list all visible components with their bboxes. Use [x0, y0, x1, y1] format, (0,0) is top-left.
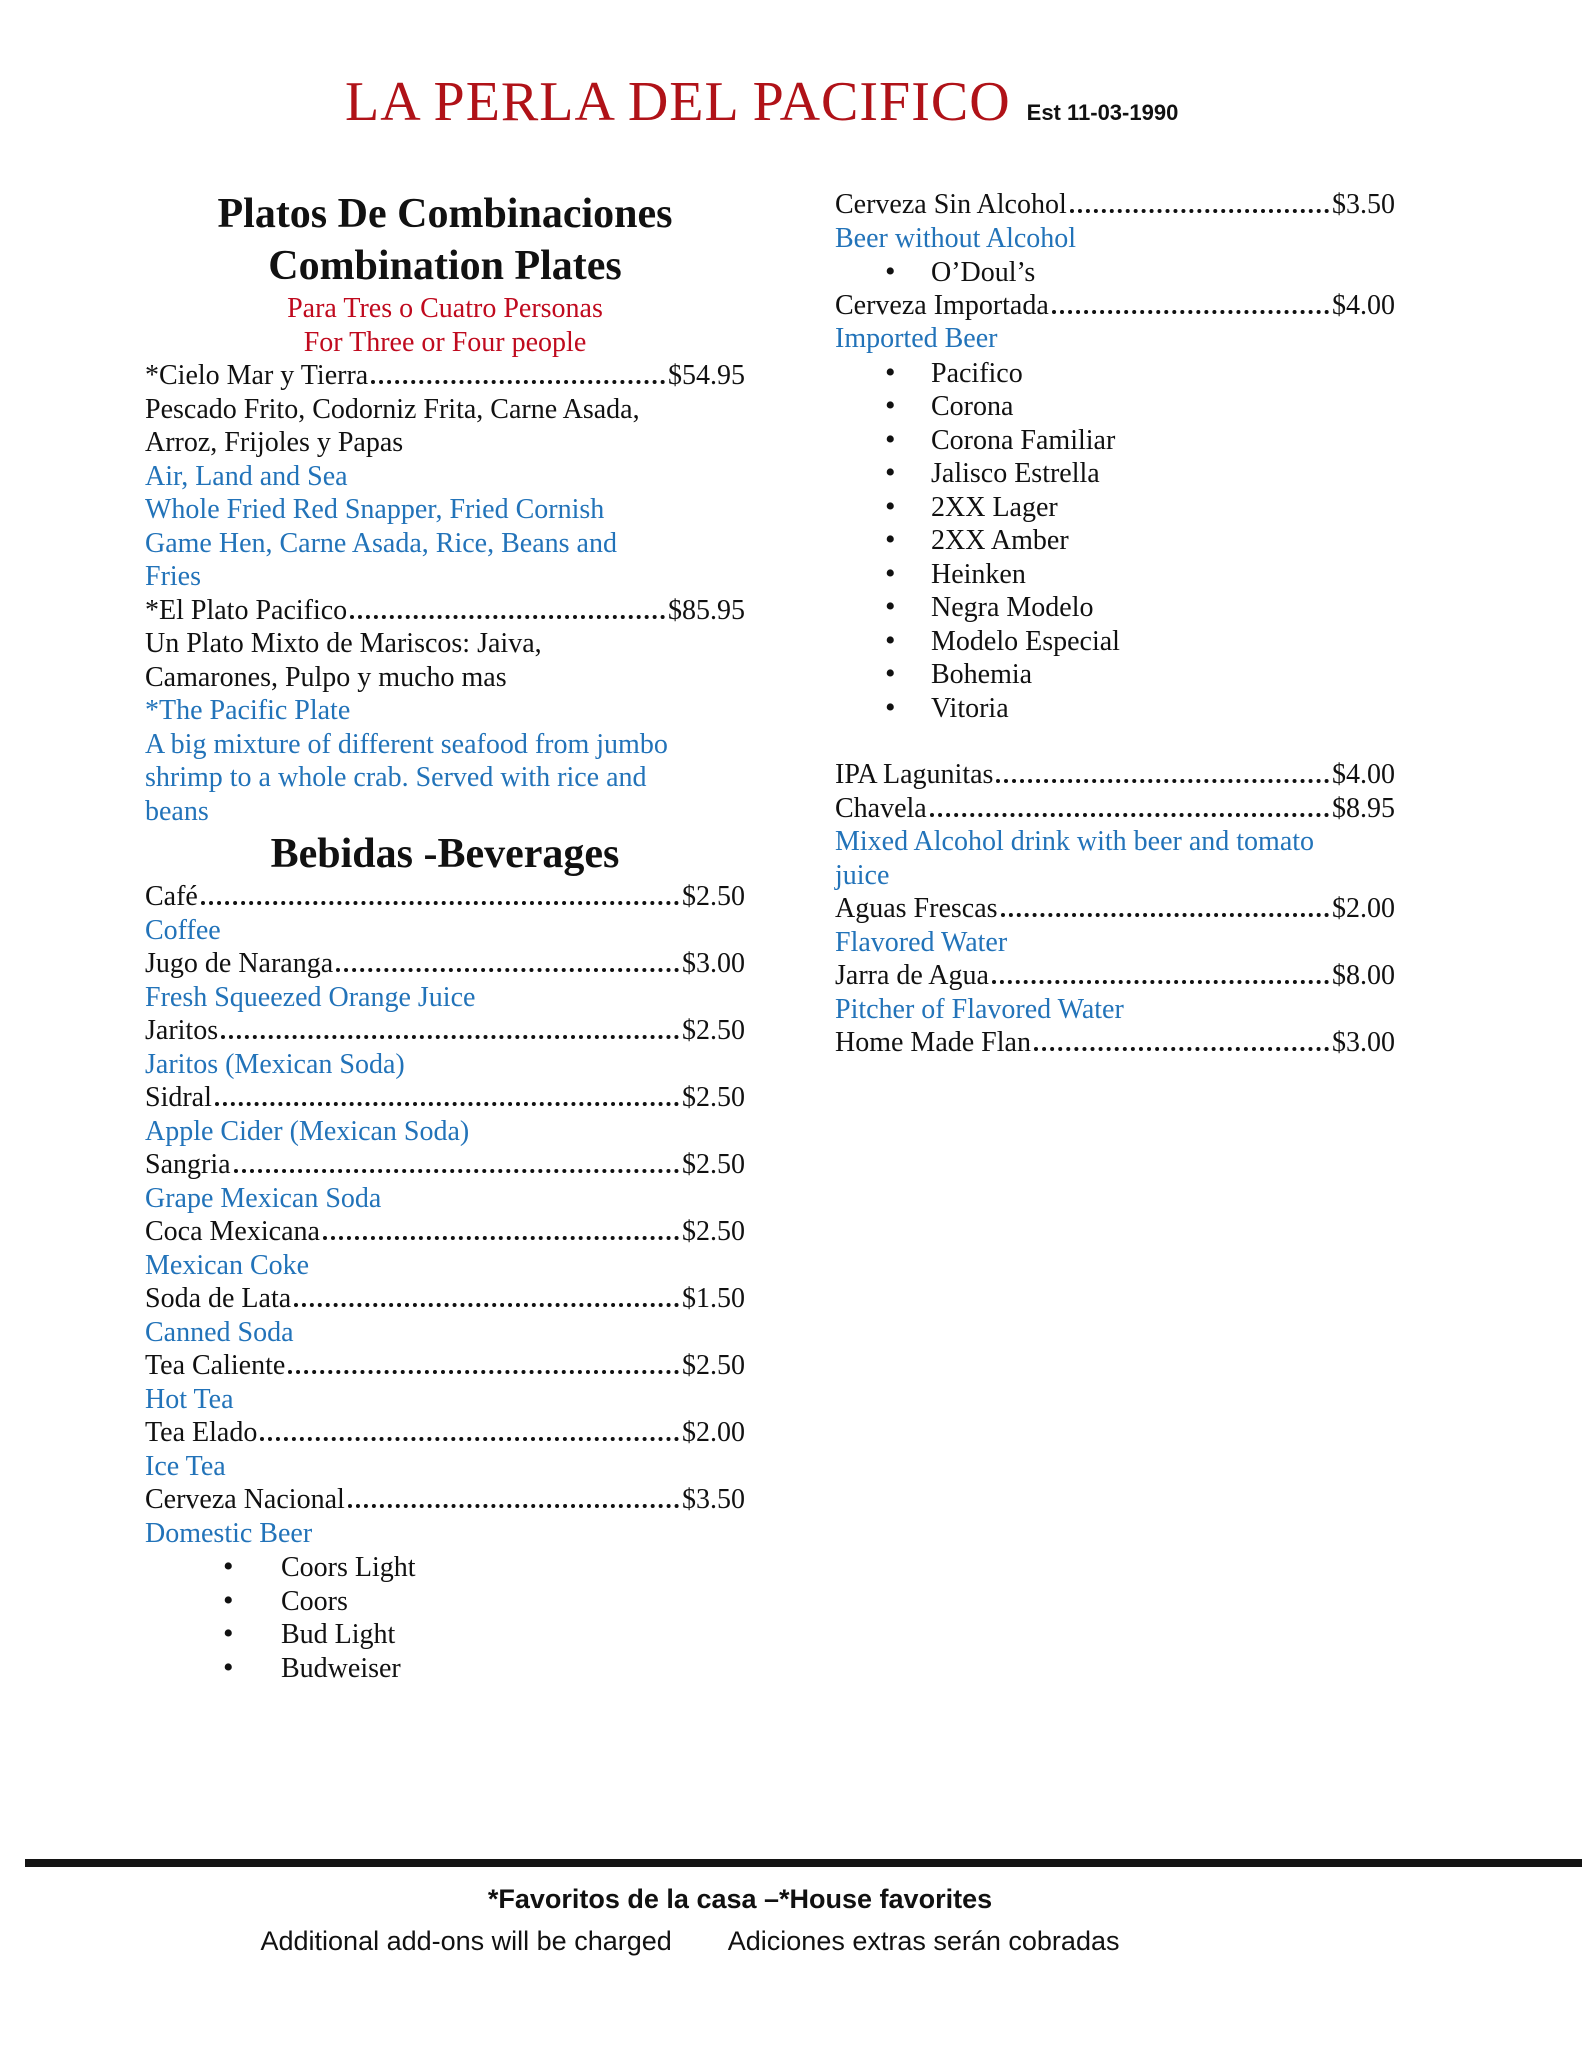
item-name: IPA Lagunitas [835, 759, 994, 790]
bullet-icon [885, 356, 931, 391]
bullet-label: Heinken [931, 558, 1026, 590]
item-desc-en: Beer without Alcohol [835, 222, 1077, 254]
bullet-item [835, 557, 1395, 591]
dots-leader [336, 968, 679, 972]
item-name: Jaritos [145, 1015, 219, 1046]
item-desc-en: shrimp to a whole crab. Served with rice and [145, 762, 647, 793]
left-column [145, 188, 745, 1684]
bullet-icon [885, 255, 931, 290]
menu-item-row [145, 880, 745, 914]
bullet-label: 2XX Amber [931, 525, 1069, 556]
item-desc-en: Coffee [145, 914, 221, 946]
bullet-label: Coors Light [281, 1552, 416, 1583]
item-desc-en: Fries [145, 561, 201, 592]
bullet-icon [885, 590, 931, 625]
bullet-item [835, 423, 1395, 457]
bullet-icon [885, 557, 931, 592]
item-desc-en: Mexican Coke [145, 1249, 310, 1281]
dots-leader [221, 1035, 679, 1039]
item-name: Cerveza Nacional [145, 1484, 345, 1515]
item-price: $8.95 [1332, 792, 1395, 824]
item-price: $2.50 [682, 1350, 745, 1381]
addons-note [0, 1926, 1380, 1957]
item-desc-en: Hot Tea [145, 1383, 234, 1415]
menu-item-row [145, 1014, 745, 1048]
item-name: Home Made Flan [835, 1027, 1031, 1058]
item-desc-en: Domestic Beer [145, 1517, 313, 1549]
dots-leader [1001, 913, 1329, 917]
bullet-icon [885, 523, 931, 558]
item-desc-en: Canned Soda [145, 1316, 294, 1348]
established-date: Est 11-03-1990 [1026, 100, 1179, 125]
bullet-item [835, 624, 1395, 658]
item-desc-en: A big mixture of different seafood from jumbo [145, 728, 668, 760]
item-price: $54.95 [668, 360, 745, 391]
bullet-item [145, 1584, 745, 1618]
serves-note-en: For Three or Four people [303, 326, 587, 358]
item-desc-en: Jaritos (Mexican Soda) [145, 1048, 405, 1080]
combination-heading-en: Combination Plates [268, 243, 622, 289]
bullet-label: Coors [281, 1585, 348, 1617]
item-price: $4.00 [1332, 289, 1395, 321]
menu-item-row [835, 959, 1395, 993]
item-price: $2.50 [682, 1082, 745, 1113]
item-price: $2.50 [682, 1149, 745, 1180]
addons-note-es: Adiciones extras serán cobradas [727, 1926, 1120, 1956]
bullet-label: Vitoria [931, 692, 1009, 724]
dots-leader [288, 1370, 679, 1374]
beer-and-drinks-list [835, 188, 1395, 1060]
bullet-label: Pacifico [931, 357, 1023, 389]
item-price: $2.50 [682, 881, 745, 912]
right-column [835, 188, 1395, 1060]
item-name: Jugo de Naranga [145, 948, 334, 979]
bullet-icon [885, 423, 931, 458]
item-name: Tea Caliente [145, 1350, 286, 1381]
combination-heading-es: Platos De Combinaciones [217, 191, 673, 237]
menu-item-row [145, 1416, 745, 1450]
item-desc-en: Pitcher of Flavored Water [835, 993, 1124, 1025]
bullet-icon [885, 456, 931, 491]
dots-leader [348, 1504, 679, 1508]
menu-item-row [145, 1215, 745, 1249]
bullet-label: Bud Light [281, 1619, 396, 1650]
dots-leader [371, 380, 665, 384]
restaurant-title: LA PERLA DEL PACIFICO [345, 71, 1011, 133]
bullet-item [835, 356, 1395, 390]
item-name: *Cielo Mar y Tierra [145, 360, 369, 391]
item-price: $8.00 [1332, 960, 1395, 991]
bullet-item [835, 490, 1395, 524]
item-name: Tea Elado [145, 1417, 258, 1448]
bullet-label: O’Doul’s [931, 257, 1036, 288]
bullet-item [145, 1617, 745, 1651]
spacer [835, 724, 1395, 758]
menu-item-row [145, 947, 745, 981]
dots-leader [1052, 310, 1329, 314]
bullet-icon [885, 691, 931, 726]
menu-item-row [145, 1081, 745, 1115]
beverages-list [145, 880, 745, 1684]
bullet-icon [885, 389, 931, 424]
bullet-item [145, 1550, 745, 1584]
dots-leader [201, 901, 679, 905]
item-name: Chavela [835, 792, 927, 824]
item-desc-es: Un Plato Mixto de Mariscos: Jaiva, [145, 628, 542, 659]
bullet-label: Modelo Especial [931, 625, 1120, 657]
item-desc-en: Whole Fried Red Snapper, Fried Cornish [145, 494, 605, 525]
item-desc-en: juice [835, 859, 890, 891]
bullet-icon [885, 657, 931, 692]
item-price: $3.00 [1332, 1027, 1395, 1058]
item-price: $2.00 [682, 1417, 745, 1448]
item-desc-es: Pescado Frito, Codorniz Frita, Carne Asada, [145, 393, 640, 425]
menu-item-row [835, 758, 1395, 792]
dots-leader [215, 1102, 679, 1106]
item-price: $85.95 [668, 594, 745, 626]
dots-leader [234, 1169, 679, 1173]
item-price: $2.50 [682, 1015, 745, 1046]
bullet-label: Corona [931, 391, 1014, 422]
bullet-label: Jalisco Estrella [931, 458, 1100, 489]
serves-note-es: Para Tres o Cuatro Personas [287, 293, 603, 324]
combination-items-list [145, 359, 745, 828]
item-name: Sidral [145, 1082, 212, 1113]
item-price: $1.50 [682, 1283, 745, 1314]
item-desc-en: Imported Beer [835, 323, 998, 354]
item-name: Soda de Lata [145, 1283, 292, 1314]
item-name: Cerveza Importada [835, 289, 1049, 321]
beverages-heading: Bebidas -Beverages [270, 831, 620, 877]
item-desc-es: Arroz, Frijoles y Papas [145, 427, 404, 458]
item-price: $3.00 [682, 948, 745, 979]
addons-note-en: Additional add-ons will be charged [260, 1926, 672, 1956]
bullet-item [835, 657, 1395, 691]
menu-item-row [835, 1026, 1395, 1060]
bullet-label: Bohemia [931, 659, 1033, 690]
item-price: $3.50 [1332, 189, 1395, 220]
menu-item-row [835, 289, 1395, 323]
bullet-icon [223, 1584, 281, 1619]
item-desc-en: Mixed Alcohol drink with beer and tomato [835, 826, 1315, 857]
item-name: Sangria [145, 1149, 231, 1180]
bullet-label: 2XX Lager [931, 491, 1058, 523]
menu-item-row [835, 188, 1395, 222]
dots-leader [996, 779, 1329, 783]
item-desc-en: Flavored Water [835, 926, 1008, 958]
bullet-label: Corona Familiar [931, 424, 1116, 456]
menu-item-row [145, 594, 745, 628]
item-desc-es: Camarones, Pulpo y mucho mas [145, 661, 507, 693]
bullet-icon [223, 1617, 281, 1652]
menu-item-row [835, 892, 1395, 926]
item-price: $2.00 [1332, 893, 1395, 924]
item-name: Coca Mexicana [145, 1216, 320, 1247]
menu-item-row [145, 359, 745, 393]
item-desc-en: *The Pacific Plate [145, 695, 351, 726]
item-desc-en: Ice Tea [145, 1450, 226, 1482]
bullet-item [145, 1651, 745, 1685]
bullet-item [835, 255, 1395, 289]
item-desc-en: Grape Mexican Soda [145, 1182, 382, 1214]
bullet-icon [885, 624, 931, 659]
dots-leader [260, 1437, 679, 1441]
dots-leader [294, 1303, 679, 1307]
item-name: Aguas Frescas [835, 893, 998, 924]
menu-item-row [145, 1282, 745, 1316]
menu-item-row [835, 792, 1395, 826]
bullet-item [835, 691, 1395, 725]
bullet-item [835, 590, 1395, 624]
bullet-label: Negra Modelo [931, 592, 1094, 623]
menu-item-row [145, 1349, 745, 1383]
item-price: $4.00 [1332, 759, 1395, 790]
item-name: Jarra de Agua [835, 960, 989, 991]
bullet-label: Budweiser [281, 1652, 401, 1684]
bullet-item [835, 456, 1395, 490]
bullet-item [835, 389, 1395, 423]
item-price: $2.50 [682, 1216, 745, 1247]
item-name: *El Plato Pacifico [145, 594, 348, 626]
item-desc-en: Air, Land and Sea [145, 460, 348, 492]
dots-leader [1034, 1047, 1329, 1051]
item-desc-en: Game Hen, Carne Asada, Rice, Beans and [145, 527, 617, 559]
dots-leader [1070, 209, 1329, 213]
bullet-icon [223, 1651, 281, 1686]
item-desc-en: Apple Cider (Mexican Soda) [145, 1115, 470, 1147]
menu-item-row [145, 1483, 745, 1517]
house-favorites-note: *Favoritos de la casa –*House favorites [487, 1884, 993, 1914]
item-name: Café [145, 881, 198, 912]
dots-leader [350, 615, 665, 619]
dots-leader [930, 813, 1329, 817]
footer-divider [25, 1859, 1582, 1867]
page-header [345, 70, 1178, 134]
item-price: $3.50 [682, 1484, 745, 1515]
dots-leader [323, 1236, 679, 1240]
menu-item-row [145, 1148, 745, 1182]
item-name: Cerveza Sin Alcohol [835, 189, 1067, 220]
dots-leader [992, 980, 1329, 984]
item-desc-en: Fresh Squeezed Orange Juice [145, 981, 476, 1013]
bullet-item [835, 523, 1395, 557]
item-desc-en: beans [145, 795, 209, 827]
bullet-icon [885, 490, 931, 525]
bullet-icon [223, 1550, 281, 1585]
